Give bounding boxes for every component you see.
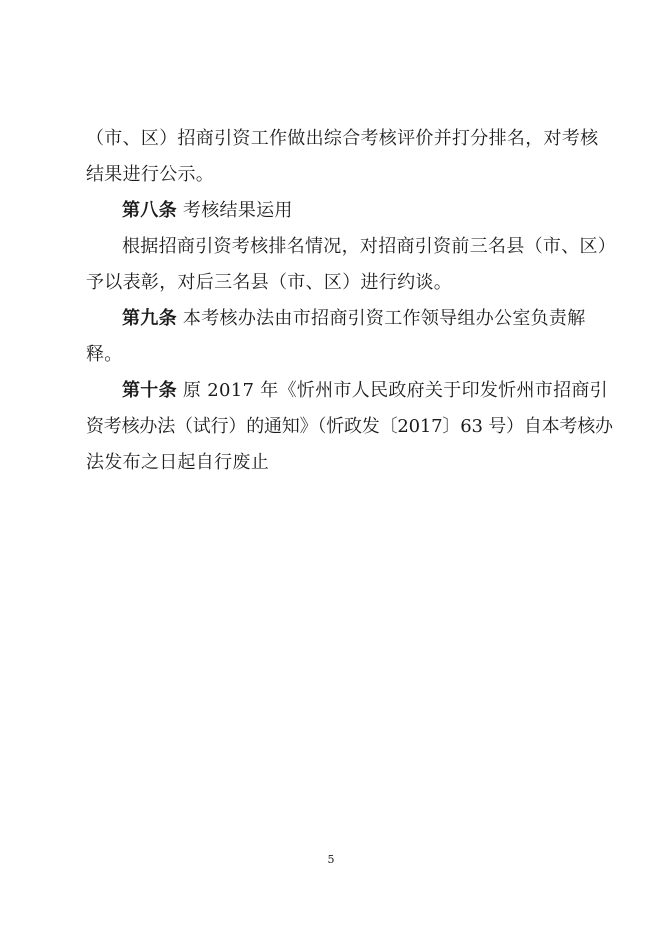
- line-text: 考核结果运用: [176, 200, 293, 221]
- paragraph-line: [86, 415, 613, 439]
- line-text: 本考核办法由市招商引资工作领导组办公室负责解: [176, 308, 586, 329]
- article-8-heading-line: [122, 199, 581, 223]
- line-text: 法发布之日起自行废止: [86, 452, 269, 473]
- paragraph-line: [86, 343, 581, 367]
- line-text: 资考核办法（试行）的通知》（忻政发〔2017〕63 号）自本考核办: [86, 416, 613, 437]
- paragraph-line: [86, 451, 581, 475]
- line-text: 根据招商引资考核排名情况，对招商引资前三名县（市、区）: [122, 236, 617, 257]
- paragraph-line: [122, 235, 617, 259]
- article-number: 第八条: [122, 200, 177, 221]
- paragraph-line: [86, 127, 599, 151]
- article-9-line: [122, 307, 586, 331]
- line-text: 结果进行公示。: [86, 164, 215, 185]
- line-text: 释。: [86, 344, 123, 365]
- article-number: 第十条: [122, 380, 177, 401]
- paragraph-line: [86, 271, 581, 295]
- paragraph-line: [86, 163, 581, 187]
- line-text: 予以表彰，对后三名县（市、区）进行约谈。: [86, 272, 452, 293]
- article-number: 第九条: [122, 308, 177, 329]
- line-text: （市、区）招商引资工作做出综合考核评价并打分排名，对考核: [86, 128, 599, 149]
- article-10-line: [122, 379, 608, 403]
- page-number: 5: [327, 853, 335, 866]
- line-text: 原 2017 年《忻州市人民政府关于印发忻州市招商引: [176, 380, 608, 401]
